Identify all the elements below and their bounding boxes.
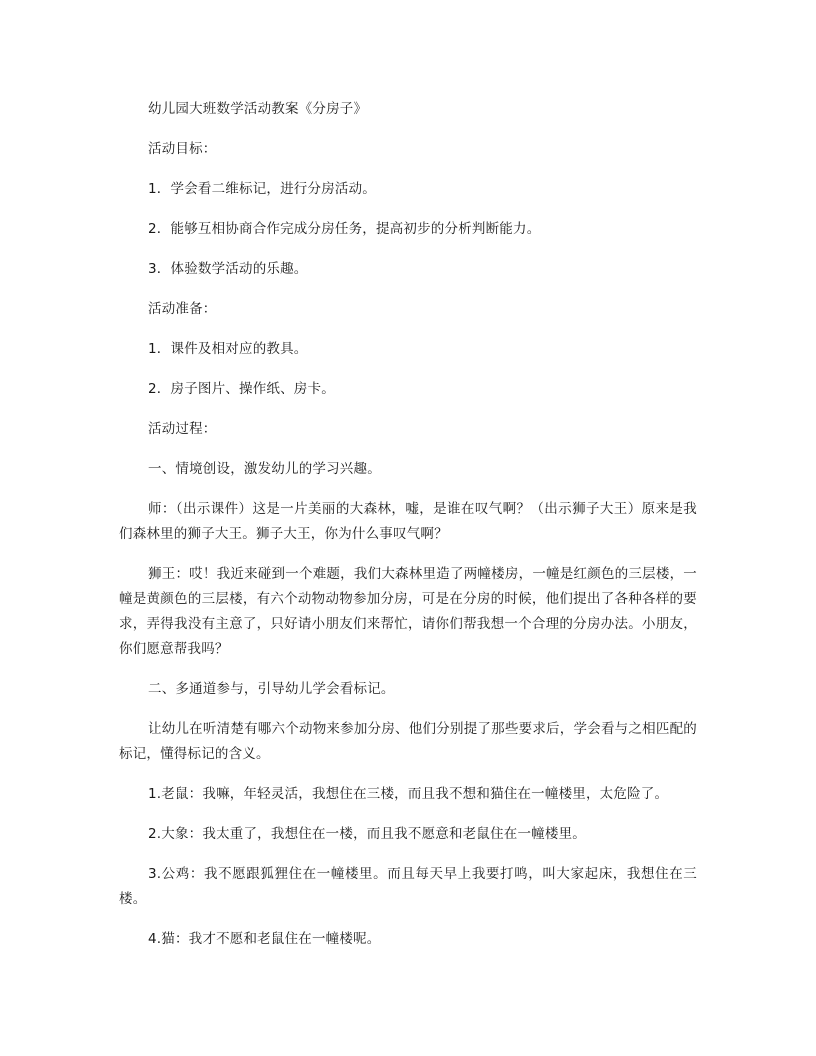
preparation-item: 1．课件及相对应的教具。 xyxy=(148,341,308,357)
animal-request-item: 2.大象：我太重了，我想住在一楼，而且我不愿意和老鼠住在一幢楼里。 xyxy=(148,826,586,842)
section-heading-goals: 活动目标： xyxy=(148,141,217,157)
animal-request-item: 1.老鼠：我嘛，年轻灵活，我想住在三楼，而且我不想和猫住在一幢楼里，太危险了。 xyxy=(148,786,669,802)
body-paragraph: 让幼儿在听清楚有哪六个动物来参加分房、他们分别提了那些要求后，学会看与之相匹配的标记，懂得标记的含义。 xyxy=(119,721,697,762)
process-step-heading: 一、情境创设，激发幼儿的学习兴趣。 xyxy=(148,461,381,477)
section-heading-preparation: 活动准备： xyxy=(148,301,217,317)
goal-item: 2．能够互相协商合作完成分房任务，提高初步的分析判断能力。 xyxy=(148,221,541,237)
body-paragraph: 狮王：哎！我近来碰到一个难题，我们大森林里造了两幢楼房，一幢是红颜色的三层楼，一幢是黄颜色的三层楼，有六个动物动物参加分房，可是在分房的时候，他们提出了各种各样的要求，弄得我没有主意了，只好请小朋友们来帮忙，请你们帮我想一个合理的分房办法。小朋友，你们愿意帮我吗？ xyxy=(119,566,697,657)
process-step-heading: 二、多通道参与，引导幼儿学会看标记。 xyxy=(148,681,395,697)
goal-item: 3．体验数学活动的乐趣。 xyxy=(148,261,308,277)
document-body xyxy=(119,97,697,967)
section-heading-process: 活动过程： xyxy=(148,421,217,437)
animal-request-item: 3.公鸡：我不愿跟狐狸住在一幢楼里。而且每天早上我要打鸣，叫大家起床，我想住在三楼。 xyxy=(119,866,697,907)
preparation-item: 2．房子图片、操作纸、房卡。 xyxy=(148,381,335,397)
animal-request-item: 4.猫：我才不愿和老鼠住在一幢楼呢。 xyxy=(148,931,381,947)
body-paragraph: 师：（出示课件）这是一片美丽的大森林，嘘，是谁在叹气啊？（出示狮子大王）原来是我们森林里的狮子大王。狮子大王，你为什么事叹气啊？ xyxy=(119,501,697,542)
goal-item: 1．学会看二维标记，进行分房活动。 xyxy=(148,181,376,197)
document-title: 幼儿园大班数学活动教案《分房子》 xyxy=(148,101,368,117)
